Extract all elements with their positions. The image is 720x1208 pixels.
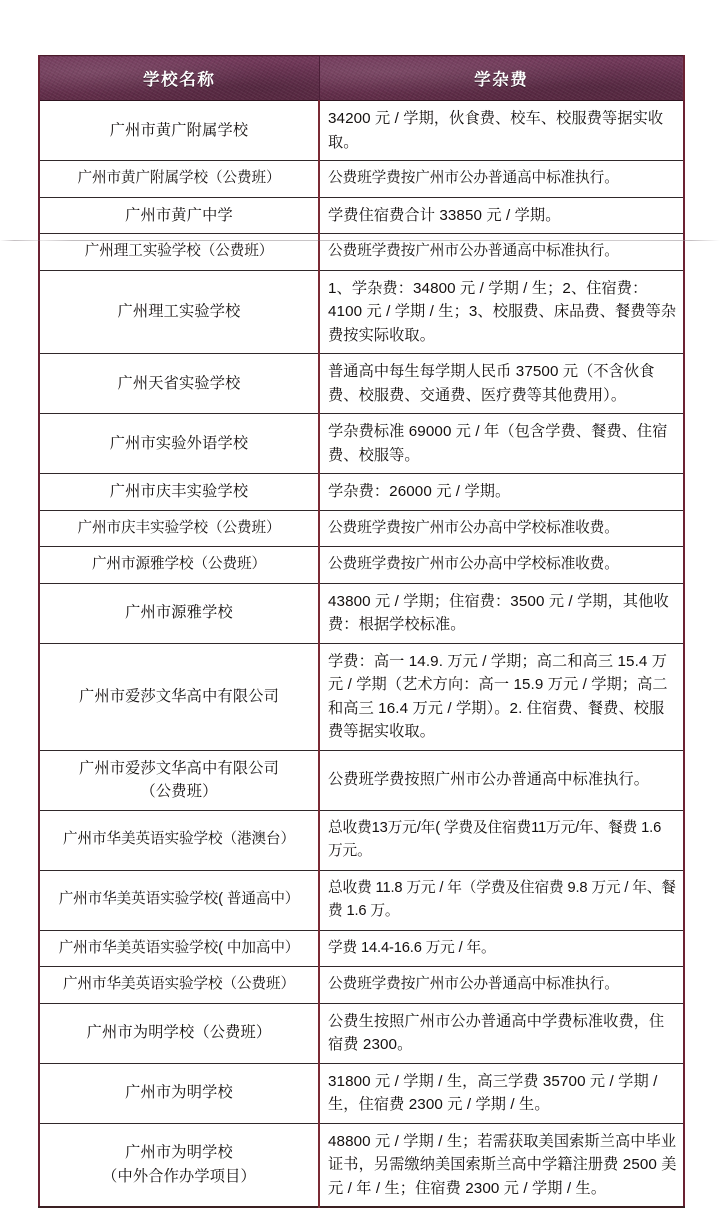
cell-tuition-fee: 公费班学费按广州市公办高中学校标准收费。 bbox=[319, 510, 684, 547]
cell-school-name: 广州市为明学校 bbox=[39, 1063, 319, 1123]
cell-tuition-fee: 学费 14.4-16.6 万元 / 年。 bbox=[319, 930, 684, 967]
cell-tuition-fee: 43800 元 / 学期；住宿费：3500 元 / 学期，其他收费：根据学校标准。 bbox=[319, 583, 684, 643]
cell-school-name: 广州市华美英语实验学校（港澳台） bbox=[39, 810, 319, 870]
cell-tuition-fee: 公费生按照广州市公办普通高中学费标准收费，住宿费 2300。 bbox=[319, 1003, 684, 1063]
cell-school-name: 广州市源雅学校 bbox=[39, 583, 319, 643]
cell-tuition-fee: 学杂费：26000 元 / 学期。 bbox=[319, 474, 684, 511]
cell-school-name: 广州市黄广附属学校（公费班） bbox=[39, 161, 319, 198]
table-header bbox=[39, 56, 684, 101]
cell-tuition-fee: 普通高中每生每学期人民币 37500 元（不含伙食费、校服费、交通费、医疗费等其他费用）。 bbox=[319, 354, 684, 414]
cell-school-name: 广州市黄广中学 bbox=[39, 197, 319, 234]
cell-school-name: 广州天省实验学校 bbox=[39, 354, 319, 414]
column-header-tuition-fee: 学杂费 bbox=[319, 56, 684, 101]
cell-tuition-fee: 48800 元 / 学期 / 生；若需获取美国索斯兰高中毕业证书，另需缴纳美国索斯兰高中学籍注册费 2500 美元 / 年 / 生；住宿费 2300 元 / 学期 / 生。 bbox=[319, 1123, 684, 1207]
cell-tuition-fee: 学杂费标准 69000 元 / 年（包含学费、餐费、住宿费、校服等。 bbox=[319, 414, 684, 474]
cell-school-name: 广州市爱莎文华高中有限公司 bbox=[39, 643, 319, 750]
school-fee-table bbox=[38, 55, 685, 1208]
table-row bbox=[39, 810, 684, 870]
table-row bbox=[39, 1123, 684, 1207]
table-header-row bbox=[39, 56, 684, 101]
table-row bbox=[39, 270, 684, 354]
cell-school-name: 广州市为明学校（公费班） bbox=[39, 1003, 319, 1063]
table-row bbox=[39, 234, 684, 271]
cell-school-name bbox=[39, 1123, 319, 1207]
table-row bbox=[39, 197, 684, 234]
table-row bbox=[39, 643, 684, 750]
cell-tuition-fee: 公费班学费按广州市公办普通高中标准执行。 bbox=[319, 234, 684, 271]
school-name-line-2: （中外合作办学项目） bbox=[102, 1167, 256, 1185]
cell-school-name: 广州理工实验学校 bbox=[39, 270, 319, 354]
table-row bbox=[39, 161, 684, 198]
table-row bbox=[39, 930, 684, 967]
table-row bbox=[39, 510, 684, 547]
table-row bbox=[39, 750, 684, 810]
school-name-line-1: 广州市爱莎文华高中有限公司 bbox=[78, 759, 280, 777]
cell-tuition-fee: 总收费13万元/年( 学费及住宿费11万元/年、餐费 1.6 万元。 bbox=[319, 810, 684, 870]
cell-tuition-fee: 34200 元 / 学期，伙食费、校车、校服费等据实收取。 bbox=[319, 101, 684, 161]
cell-tuition-fee: 学费：高一 14.9. 万元 / 学期；高二和高三 15.4 万元 / 学期（艺术方向：高一 15.9 万元 / 学期；高二和高三 16.4 万元 / 学期）。2. 住宿费、餐费、校服费等据实收取。 bbox=[319, 643, 684, 750]
school-name-line-1: 广州市为明学校 bbox=[125, 1144, 233, 1162]
cell-school-name: 广州市黄广附属学校 bbox=[39, 101, 319, 161]
table-row bbox=[39, 1063, 684, 1123]
cell-school-name: 广州市实验外语学校 bbox=[39, 414, 319, 474]
cell-tuition-fee: 公费班学费按广州市公办高中学校标准收费。 bbox=[319, 547, 684, 584]
cell-school-name: 广州市华美英语实验学校（公费班） bbox=[39, 967, 319, 1004]
fee-table-container bbox=[38, 55, 683, 1208]
column-header-school-name: 学校名称 bbox=[39, 56, 319, 101]
table-row bbox=[39, 1003, 684, 1063]
table-body bbox=[39, 101, 684, 1208]
table-row bbox=[39, 474, 684, 511]
cell-tuition-fee: 公费班学费按照广州市公办普通高中标准执行。 bbox=[319, 750, 684, 810]
table-row bbox=[39, 870, 684, 930]
table-row bbox=[39, 547, 684, 584]
cell-tuition-fee: 总收费 11.8 万元 / 年（学费及住宿费 9.8 万元 / 年、餐费 1.6 万。 bbox=[319, 870, 684, 930]
cell-tuition-fee: 公费班学费按广州市公办普通高中标准执行。 bbox=[319, 161, 684, 198]
table-row bbox=[39, 967, 684, 1004]
table-row bbox=[39, 354, 684, 414]
cell-school-name: 广州市华美英语实验学校( 中加高中） bbox=[39, 930, 319, 967]
table-row bbox=[39, 414, 684, 474]
table-row bbox=[39, 101, 684, 161]
cell-tuition-fee: 学费住宿费合计 33850 元 / 学期。 bbox=[319, 197, 684, 234]
school-name-line-2: （公费班） bbox=[140, 783, 218, 800]
cell-tuition-fee: 1、学杂费：34800 元 / 学期 / 生；2、住宿费：4100 元 / 学期 / 生；3、校服费、床品费、餐费等杂费按实际收取。 bbox=[319, 270, 684, 354]
cell-tuition-fee: 31800 元 / 学期 / 生，高三学费 35700 元 / 学期 / 生，住宿费 2300 元 / 学期 / 生。 bbox=[319, 1063, 684, 1123]
table-row bbox=[39, 583, 684, 643]
cell-tuition-fee: 公费班学费按广州市公办普通高中标准执行。 bbox=[319, 967, 684, 1004]
cell-school-name bbox=[39, 750, 319, 810]
cell-school-name: 广州市华美英语实验学校( 普通高中） bbox=[39, 870, 319, 930]
cell-school-name: 广州市庆丰实验学校 bbox=[39, 474, 319, 511]
cell-school-name: 广州理工实验学校（公费班） bbox=[39, 234, 319, 271]
cell-school-name: 广州市源雅学校（公费班） bbox=[39, 547, 319, 584]
cell-school-name: 广州市庆丰实验学校（公费班） bbox=[39, 510, 319, 547]
